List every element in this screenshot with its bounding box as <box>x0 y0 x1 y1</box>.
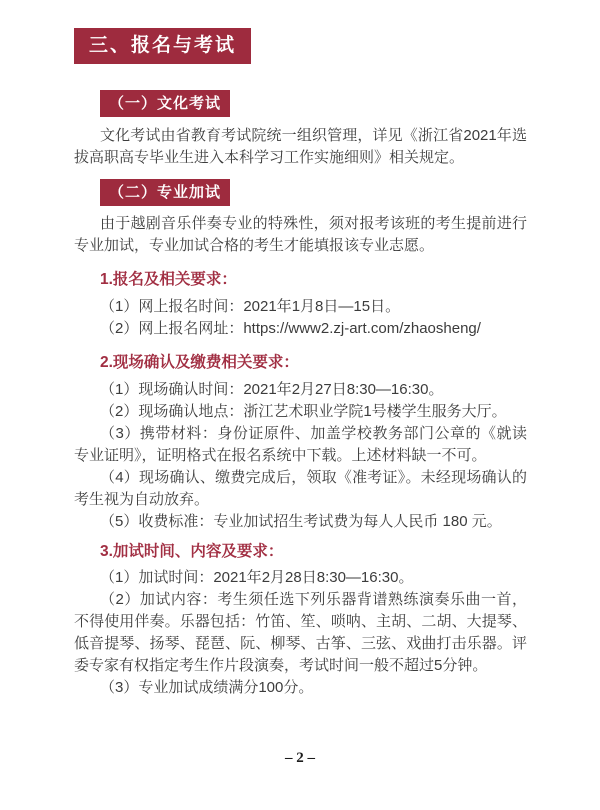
subsection-banner-row-culture-exam <box>74 90 527 117</box>
subsection-banner-row-major-test <box>74 179 527 206</box>
page-title: 三、报名与考试 <box>89 35 237 56</box>
paragraph-culture-exam: 文化考试由省教育考试院统一组织管理，详见《浙江省2021年选拔高职高专毕业生进入本科学习工作实施细则》相关规定。 <box>74 127 527 166</box>
subsection-banner-major-test <box>100 179 230 206</box>
page-number: – 2 – <box>285 750 315 766</box>
list-item: （4）现场确认、缴费完成后，领取《准考证》。未经现场确认的考生视为自动放弃。 <box>74 469 527 508</box>
list-item: （5）收费标准：专业加试招生考试费为每人人民币 180 元。 <box>100 513 502 530</box>
subsection-label: （二）专业加试 <box>109 184 222 201</box>
list-item: （1）加试时间：2021年2月28日8:30—16:30。 <box>100 569 414 586</box>
numbered-heading-confirmation: 2.现场确认及缴费相关要求： <box>100 354 299 371</box>
paragraph-major-test: 由于越剧音乐伴奏专业的特殊性，须对报考该班的考生提前进行专业加试，专业加试合格的考生才能填报该专业志愿。 <box>74 215 527 254</box>
main-section-banner <box>74 28 251 64</box>
numbered-heading-test-schedule: 3.加试时间、内容及要求： <box>100 543 284 560</box>
list-item: （2）加试内容：考生须任选下列乐器背谱熟练演奏乐曲一首，不得使用伴奏。乐器包括：竹笛、笙、唢呐、主胡、二胡、大提琴、低音提琴、扬琴、琵琶、阮、柳琴、古筝、三弦、戏曲打击乐器。评委专家有权指定考生作片段演奏，考试时间一般不超过5分钟。 <box>74 591 527 674</box>
subsection-label: （一）文化考试 <box>109 95 222 112</box>
list-item-registration-url: （2）网上报名网址：https://www2.zj-art.com/zhaosheng/ <box>100 320 481 337</box>
list-item: （3）专业加试成绩满分100分。 <box>100 679 314 696</box>
list-item: （1）网上报名时间：2021年1月8日—15日。 <box>100 298 401 315</box>
main-title-row <box>74 28 527 64</box>
numbered-heading-registration: 1.报名及相关要求： <box>100 271 237 288</box>
list-item: （2）现场确认地点：浙江艺术职业学院1号楼学生服务大厅。 <box>100 403 507 420</box>
subsection-banner-culture-exam <box>100 90 230 117</box>
list-item: （3）携带材料：身份证原件、加盖学校教务部门公章的《就读专业证明》，证明格式在报名系统中下载。上述材料缺一不可。 <box>74 425 527 464</box>
list-item: （1）现场确认时间：2021年2月27日8:30—16:30。 <box>100 381 444 398</box>
